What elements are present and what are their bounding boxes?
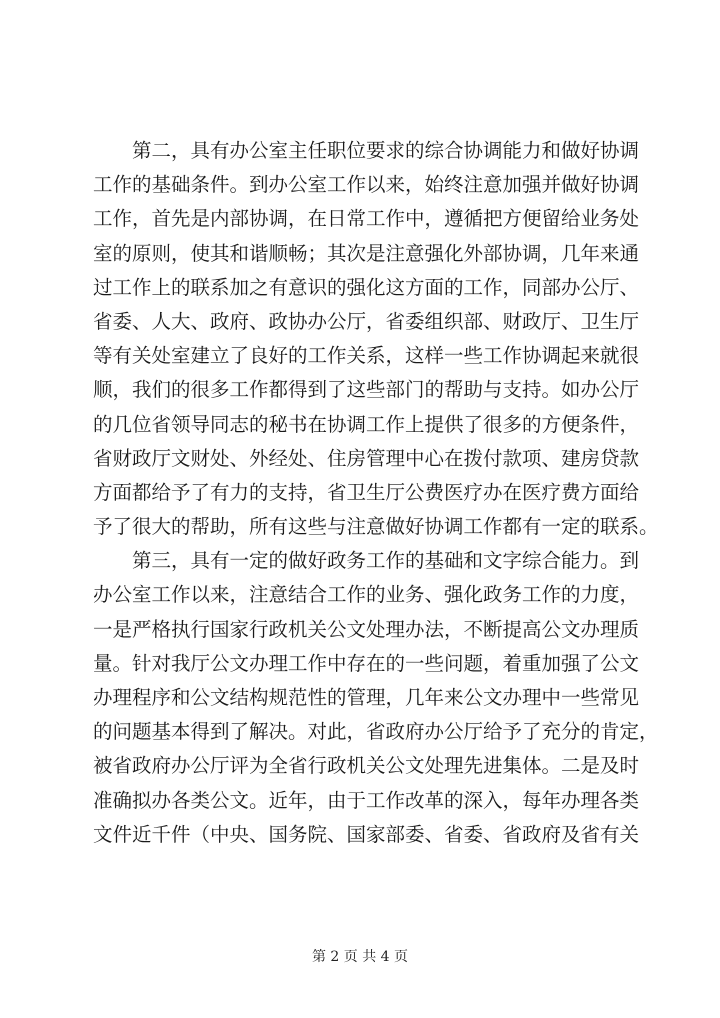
text-line: 第三，具有一定的做好政务工作的基础和文字综合能力。到: [132, 549, 640, 573]
text-line: 过工作上的联系加之有意识的强化这方面的工作，同部办公厅、: [93, 275, 640, 299]
text-line: 顺，我们的很多工作都得到了这些部门的帮助与支持。如办公厅: [93, 378, 640, 402]
text-line: 工作的基础条件。到办公室工作以来，始终注意加强并做好协调: [93, 173, 640, 197]
text-line: 办理程序和公文结构规范性的管理，几年来公文办理中一些常见: [93, 686, 640, 709]
text-line: 等有关处室建立了良好的工作关系，这样一些工作协调起来就很: [93, 344, 640, 368]
document-body: [93, 134, 659, 852]
text-line: 被省政府办公厅评为全省行政机关公文处理先进集体。二是及时: [93, 754, 640, 778]
text-line: 省委、人大、政府、政协办公厅，省委组织部、财政厅、卫生厅: [93, 309, 640, 333]
text-line: 量。针对我厅公文办理工作中存在的一些问题，着重加强了公文: [93, 651, 640, 675]
text-line: 第二，具有办公室主任职位要求的综合协调能力和做好协调: [132, 139, 640, 162]
text-line: 的几位省领导同志的秘书在协调工作上提供了很多的方便条件，: [93, 412, 640, 436]
text-line: 准确拟办各类公文。近年，由于工作改革的深入，每年办理各类: [93, 788, 640, 812]
text-line: 方面都给予了有力的支持，省卫生厅公费医疗办在医疗费方面给: [93, 480, 640, 504]
page-number-footer: 第 2 页 共 4 页: [311, 949, 409, 965]
text-line: 办公室工作以来，注意结合工作的业务、强化政务工作的力度，: [93, 583, 640, 607]
text-line: 工作，首先是内部协调，在日常工作中，遵循把方便留给业务处: [93, 207, 640, 231]
text-line: 一是严格执行国家行政机关公文处理办法，不断提高公文办理质: [93, 617, 640, 641]
text-line: 省财政厅文财处、外经处、住房管理中心在拨付款项、建房贷款: [93, 446, 640, 470]
text-line: 的问题基本得到了解决。对此，省政府办公厅给予了充分的肯定，: [93, 720, 659, 744]
text-line: 室的原则，使其和谐顺畅；其次是注意强化外部协调，几年来通: [93, 241, 640, 265]
text-line: 文件近千件（中央、国务院、国家部委、省委、省政府及省有关: [93, 822, 640, 846]
text-line: 予了很大的帮助，所有这些与注意做好协调工作都有一定的联系。: [93, 515, 659, 539]
